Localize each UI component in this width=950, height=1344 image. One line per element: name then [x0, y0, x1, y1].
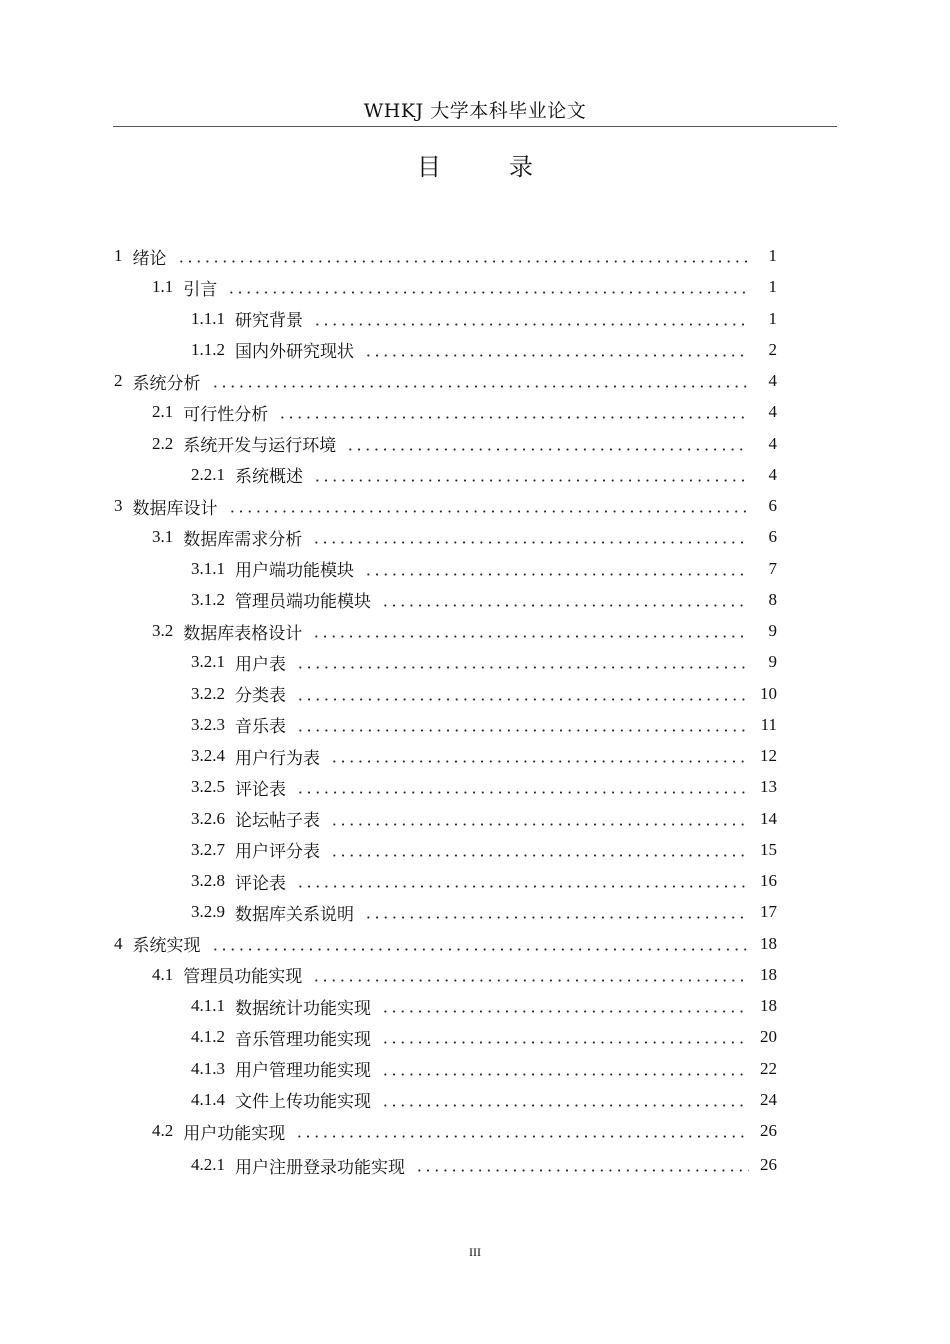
toc-entry-number: 2.1: [152, 402, 174, 422]
toc-entry-page: 1: [768, 277, 777, 297]
toc-dot-leader: [313, 310, 749, 328]
toc-entry[interactable]: [191, 587, 777, 613]
toc-entry[interactable]: [191, 743, 777, 769]
toc-entry[interactable]: [191, 993, 777, 1019]
toc-entry[interactable]: [152, 274, 777, 300]
toc-entry-number: 3.2.8: [191, 871, 225, 890]
toc-entry-page: 13: [760, 777, 777, 797]
toc-dot-leader: [312, 622, 749, 640]
toc-entry-number: 3: [114, 496, 123, 515]
toc-entry-label: 分类表: [235, 686, 286, 706]
toc-entry[interactable]: [152, 962, 777, 988]
toc-entry-label: 国内外研究现状: [235, 342, 354, 363]
toc-entry[interactable]: [191, 681, 777, 707]
toc-entry[interactable]: [191, 306, 777, 332]
toc-entry-page: 1: [768, 246, 777, 265]
toc-entry-number: 3.2.6: [191, 808, 225, 828]
toc-dot-leader: [330, 747, 749, 765]
toc-entry-page: 7: [768, 558, 777, 578]
toc-entry-number: 3.2.5: [191, 777, 225, 797]
toc-entry[interactable]: [114, 243, 777, 269]
toc-entry-label: 可行性分析: [183, 404, 269, 425]
toc-entry-number: 4.1.2: [191, 1027, 225, 1047]
toc-entry-number: 1.1: [152, 277, 174, 297]
toc-entry-label: 引言: [183, 279, 218, 300]
toc-entry[interactable]: [152, 524, 777, 550]
toc-entry-number: 4.1.4: [191, 1089, 225, 1109]
toc-entry-label: 数据库表格设计: [183, 623, 303, 644]
toc-entry[interactable]: [152, 618, 777, 644]
toc-entry-label: 数据统计功能实现: [235, 998, 371, 1019]
toc-entry-number: 2: [114, 371, 123, 390]
toc-entry-number: 4.1.3: [191, 1058, 225, 1078]
toc-entry-label: 系统实现: [132, 936, 201, 956]
toc-entry-label: 数据库设计: [132, 498, 218, 519]
toc-entry-label: 数据库需求分析: [183, 529, 303, 550]
toc-dot-leader: [312, 966, 749, 984]
toc-entry-label: 用户行为表: [235, 748, 320, 769]
toc-dot-leader: [381, 1091, 749, 1109]
toc-entry-label: 音乐表: [235, 717, 286, 738]
toc-entry-page: 18: [760, 964, 777, 984]
toc-dot-leader: [381, 1060, 749, 1078]
toc-entry-label: 用户注册登录功能实现: [235, 1157, 405, 1178]
toc-entry-label: 用户功能实现: [183, 1123, 286, 1144]
page-number: III: [469, 1245, 481, 1259]
toc-entry-number: 3.2.3: [191, 714, 225, 734]
toc-entry[interactable]: [191, 837, 777, 863]
toc-entry-label: 管理员端功能模块: [235, 592, 371, 613]
toc-entry-number: 4.2: [152, 1121, 174, 1140]
toc-entry-number: 1: [114, 246, 123, 265]
toc-entry-page: 9: [768, 621, 777, 640]
toc-entry-page: 6: [768, 527, 777, 547]
toc-entry-number: 4: [114, 933, 123, 953]
toc-entry-page: 4: [768, 433, 777, 453]
toc-entry-number: 3.2.9: [191, 902, 225, 922]
toc-entry-label: 音乐管理功能实现: [235, 1029, 371, 1050]
toc-entry-page: 26: [760, 1155, 777, 1175]
toc-dot-leader: [278, 403, 749, 421]
toc-entry-label: 论坛帖子表: [235, 811, 320, 831]
toc-entry-label: 管理员功能实现: [183, 967, 303, 988]
toc-entry-number: 2.2.1: [191, 464, 225, 484]
toc-entry-number: 3.2.1: [191, 652, 225, 672]
toc-entry-number: 1.1.1: [191, 308, 225, 328]
toc-entry-page: 20: [760, 1027, 777, 1047]
toc-dot-leader: [330, 810, 749, 828]
toc-entry-label: 文件上传功能实现: [235, 1092, 371, 1113]
toc-dot-leader: [364, 903, 749, 921]
toc-entry-page: 22: [760, 1058, 777, 1078]
toc-dot-leader: [313, 466, 749, 484]
toc-entry[interactable]: [114, 493, 777, 519]
toc-dot-leader: [228, 497, 750, 515]
toc-entry-label: 用户评分表: [235, 842, 320, 863]
toc-dot-leader: [330, 841, 749, 859]
toc-entry-label: 用户表: [235, 654, 286, 675]
toc-entry-page: 10: [760, 683, 777, 703]
toc-entry[interactable]: [191, 806, 777, 832]
toc-entry-page: 4: [768, 402, 777, 422]
toc-entry-page: 6: [768, 496, 777, 515]
toc-entry-page: 14: [760, 808, 777, 828]
toc-dot-leader: [296, 716, 749, 734]
toc-entry-page: 8: [768, 589, 777, 609]
toc-dot-leader: [296, 653, 749, 671]
toc-entry-page: 15: [760, 839, 777, 859]
toc-entry-label: 数据库关系说明: [235, 904, 354, 925]
toc-entry-number: 2.2: [152, 433, 174, 453]
toc-entry[interactable]: [191, 1152, 777, 1178]
toc-dot-leader: [364, 560, 749, 578]
toc-entry[interactable]: [191, 649, 777, 675]
toc-dot-leader: [211, 935, 750, 953]
toc-entry-label: 系统分析: [132, 373, 201, 394]
toc-entry-page: 11: [760, 714, 777, 734]
toc-entry[interactable]: [114, 368, 777, 394]
toc-entry-label: 用户管理功能实现: [235, 1061, 371, 1081]
toc-entry-number: 3.2: [152, 621, 174, 640]
toc-entry-label: 研究背景: [235, 311, 303, 331]
toc-entry-label: 系统开发与运行环境: [183, 436, 337, 456]
toc-entry-number: 3.1.1: [191, 558, 225, 578]
toc-title: 目 录: [417, 153, 555, 181]
page-header: WHKJ 大学本科毕业论文: [363, 100, 587, 122]
toc-entry[interactable]: [191, 1056, 777, 1082]
toc-entry-page: 24: [760, 1089, 777, 1109]
toc-entry-page: 26: [760, 1121, 777, 1140]
toc-dot-leader: [381, 591, 749, 609]
toc-entry[interactable]: [191, 868, 777, 894]
toc-entry[interactable]: [114, 931, 777, 957]
toc-dot-leader: [312, 528, 749, 546]
toc-entry[interactable]: [191, 337, 777, 363]
toc-entry-number: 3.2.2: [191, 683, 225, 703]
toc-entry-number: 4.1: [152, 964, 174, 984]
toc-dot-leader: [381, 997, 749, 1015]
toc-entry-number: 1.1.2: [191, 339, 225, 359]
toc-entry-number: 3.1: [152, 527, 174, 547]
toc-dot-leader: [177, 247, 750, 265]
toc-entry-number: 3.2.7: [191, 839, 225, 859]
toc-dot-leader: [381, 1028, 749, 1046]
toc-entry-page: 2: [768, 339, 777, 359]
header-rule: [113, 126, 837, 127]
toc-entry-label: 用户端功能模块: [235, 561, 354, 581]
toc-entry-number: 4.1.1: [191, 996, 225, 1015]
toc-entry-page: 1: [768, 308, 777, 328]
toc-entry-page: 4: [768, 371, 777, 390]
toc-entry-number: 3.2.4: [191, 746, 225, 765]
toc-entry[interactable]: [191, 774, 777, 800]
toc-dot-leader: [296, 685, 749, 703]
toc-dot-leader: [211, 372, 750, 390]
toc-entry-label: 评论表: [235, 779, 286, 800]
toc-dot-leader: [346, 435, 749, 453]
toc-entry[interactable]: [191, 462, 777, 488]
toc-entry-label: 绪论: [132, 248, 167, 269]
toc-entry[interactable]: [191, 556, 777, 582]
toc-entry-label: 评论表: [235, 873, 286, 894]
toc-entry-page: 12: [760, 746, 777, 765]
toc-entry-page: 18: [760, 933, 777, 953]
toc-entry-number: 3.1.2: [191, 589, 225, 609]
toc-entry[interactable]: [152, 399, 777, 425]
toc-entry[interactable]: [152, 1118, 777, 1144]
toc-entry-page: 9: [768, 652, 777, 672]
toc-entry-page: 4: [768, 464, 777, 484]
toc-entry[interactable]: [191, 1087, 777, 1113]
toc-entry[interactable]: [191, 899, 777, 925]
toc-entry[interactable]: [152, 431, 777, 457]
toc-entry-page: 18: [760, 996, 777, 1015]
toc-entry-label: 系统概述: [235, 467, 303, 488]
toc-entry-number: 4.2.1: [191, 1155, 225, 1175]
toc-dot-leader: [296, 872, 749, 890]
toc-entry[interactable]: [191, 1024, 777, 1050]
toc-entry[interactable]: [191, 712, 777, 738]
toc-entry-page: 16: [760, 871, 777, 890]
toc-dot-leader: [296, 778, 749, 796]
toc-dot-leader: [364, 341, 749, 359]
toc-dot-leader: [295, 1122, 749, 1140]
toc-dot-leader: [415, 1156, 749, 1174]
toc-entry-page: 17: [760, 902, 777, 922]
toc-dot-leader: [227, 278, 749, 296]
